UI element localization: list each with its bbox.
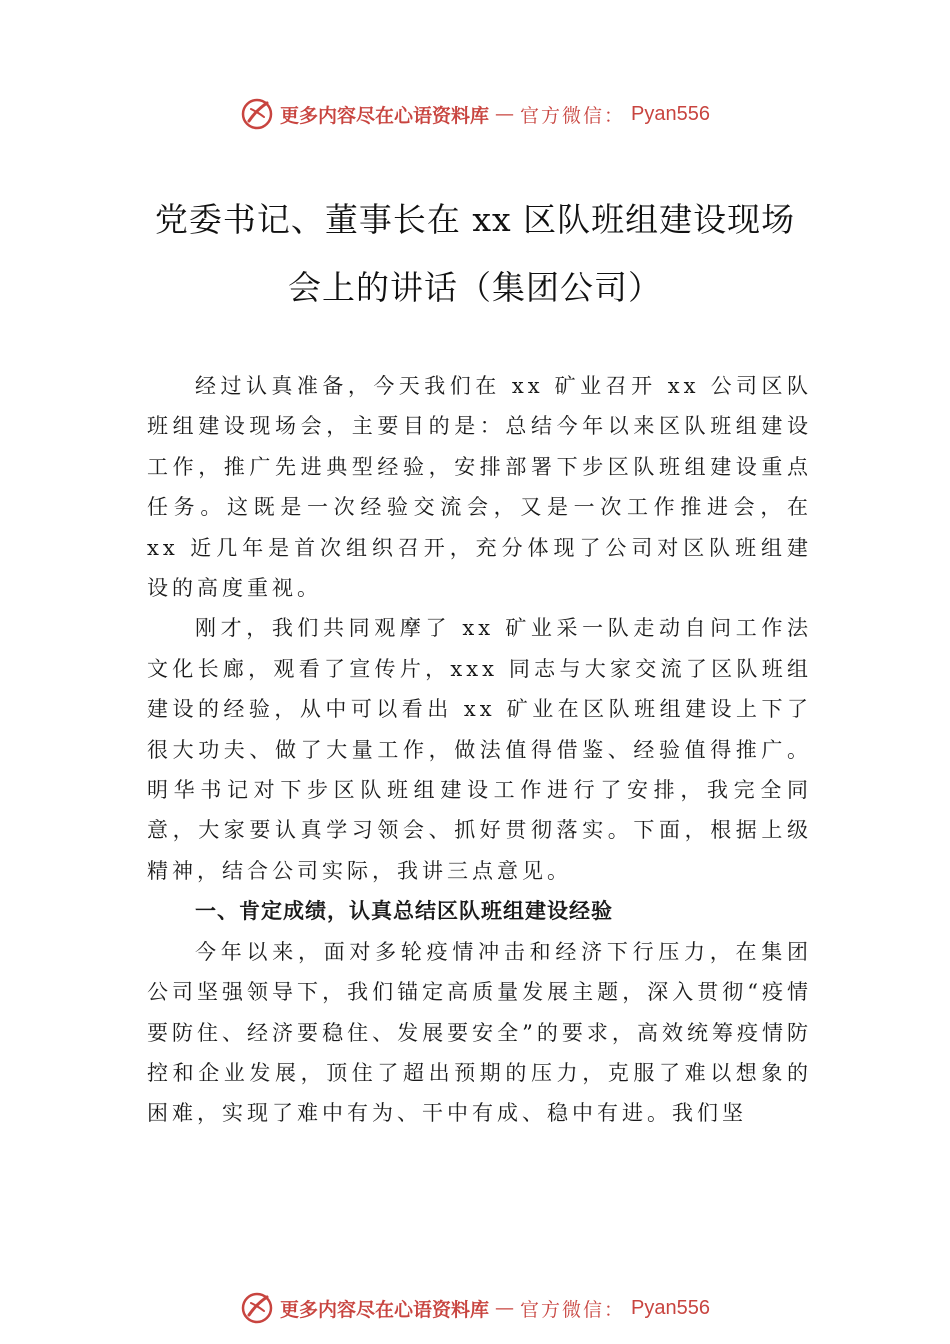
watermark-brand: 更多内容尽在心语资料库: [280, 1298, 490, 1321]
document-title-line1: 党委书记、董事长在 xx 区队班组建设现场: [154, 200, 796, 239]
watermark-label: 官方微信：: [520, 1298, 626, 1321]
body-paragraph: 刚才，我们共同观摩了 xx 矿业采一队走动自问工作法文化长廊，观看了宣传片，xxx 同志与大家交流了区队班组建设的经验，从中可以看出 xx 矿业在区队班组建设上下了很大功夫、做了大量工作，做法值得借鉴、经验值得推广。明华书记对下步区队班组建设工作进行了安排，我完全同意，大家要认真学习领会、抓好贯彻落实。下面，根据上级精神，结合公司实际，我讲三点意见。: [147, 616, 812, 883]
document-body: [147, 366, 812, 1134]
watermark-wechat-id: Pyan556: [631, 1296, 710, 1319]
watermark-dash: —: [495, 1297, 515, 1319]
document-title-line2: 会上的讲话（集团公司）: [288, 268, 662, 307]
watermark-brand: 更多内容尽在心语资料库: [280, 104, 490, 127]
section-heading: 一、肯定成绩，认真总结区队班组建设经验: [195, 899, 613, 924]
body-paragraph: 今年以来，面对多轮疫情冲击和经济下行压力，在集团公司坚强领导下，我们锚定高质量发展主题，深入贯彻“疫情要防住、经济要稳住、发展要安全”的要求，高效统筹疫情防控和企业发展，顶住了超出预期的压力，克服了难以想象的困难，实现了难中有为、干中有成、稳中有进。我们坚: [147, 939, 812, 1126]
watermark-label: 官方微信：: [520, 104, 626, 127]
footer-watermark: [0, 1288, 950, 1328]
body-paragraph: 经过认真准备，今天我们在 xx 矿业召开 xx 公司区队班组建设现场会，主要目的是：总结今年以来区队班组建设工作，推广先进典型经验，安排部署下步区队班组建设重点任务。这既是一次经验交流会，又是一次工作推进会，在 xx 近几年是首次组织召开，充分体现了公司对区队班组建设的高度重视。: [147, 374, 812, 601]
brush-logo-icon: [240, 1291, 274, 1325]
brush-logo-icon: [240, 97, 274, 131]
watermark-dash: —: [495, 103, 515, 125]
watermark-wechat-id: Pyan556: [631, 102, 710, 125]
header-watermark: [0, 94, 950, 134]
